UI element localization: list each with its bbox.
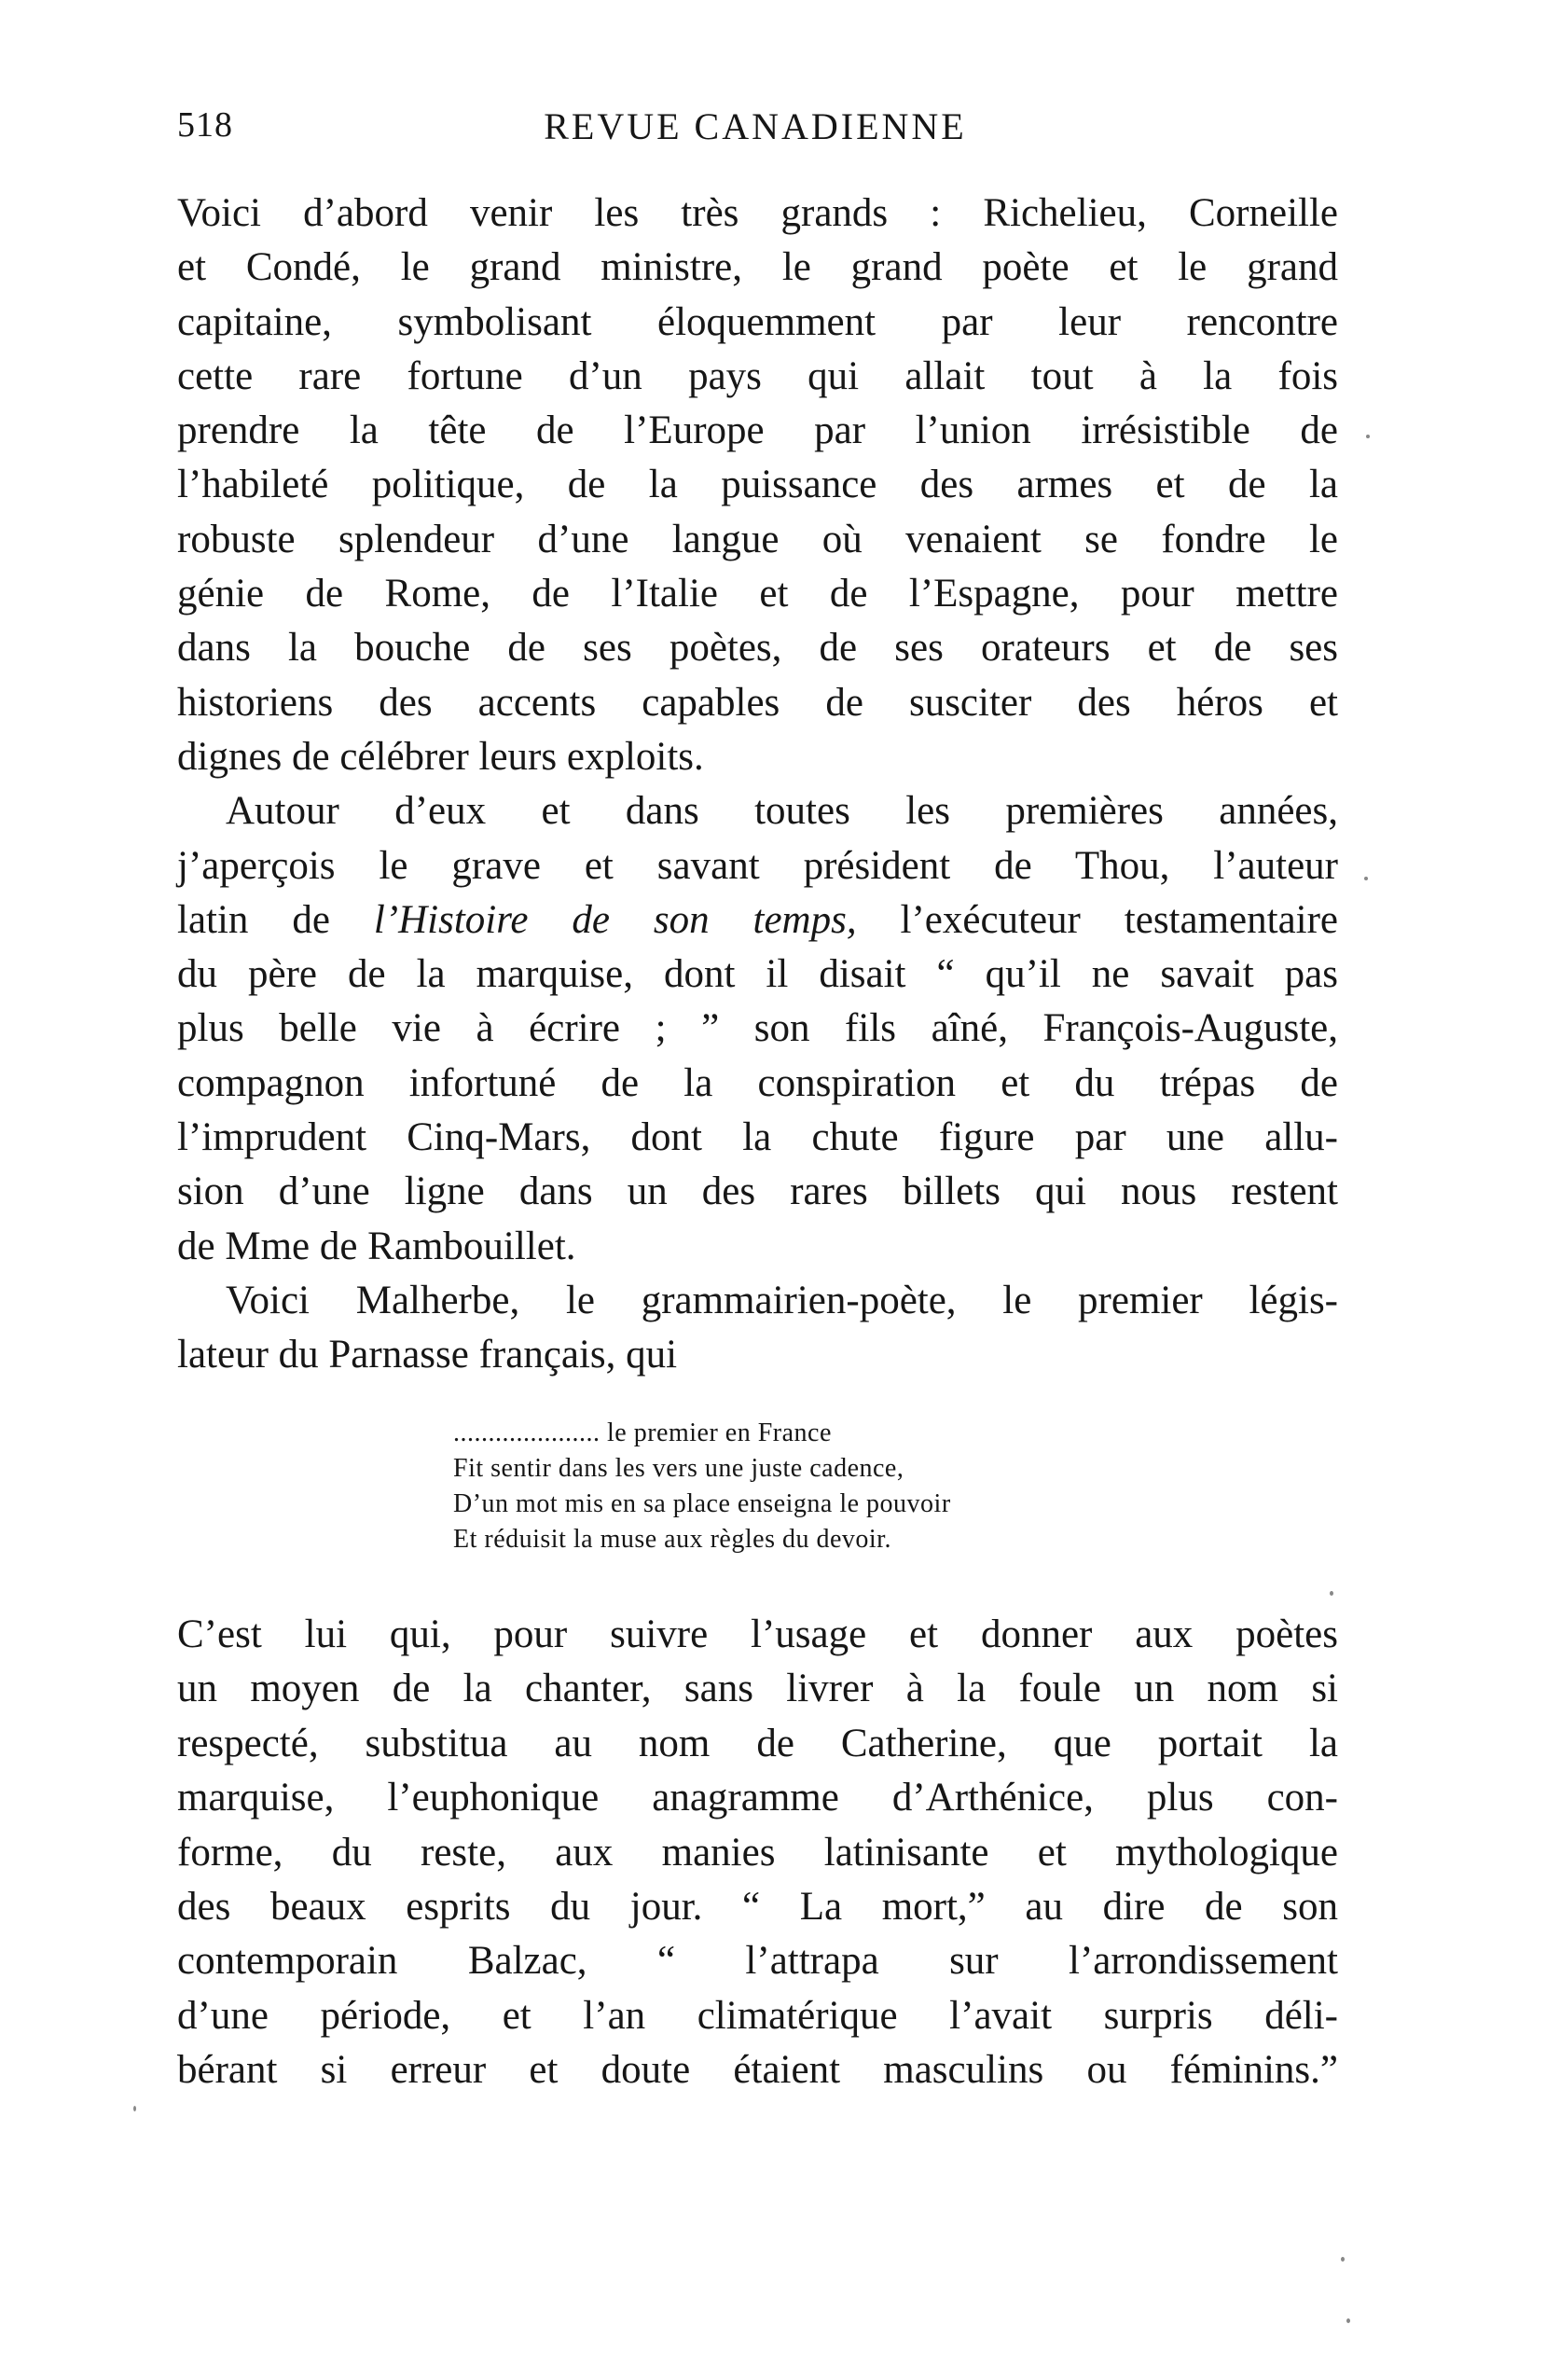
text-line: d’une période, et l’an climatérique l’avait surpris déli- <box>177 1993 1338 2038</box>
scan-speck <box>133 2106 136 2111</box>
verse-line: D’un mot mis en sa place enseigna le pouvoir <box>453 1489 951 1518</box>
text-fragment: latin de <box>177 897 374 942</box>
page-number: 518 <box>177 105 233 145</box>
text-line: C’est lui qui, pour suivre l’usage et donner aux poètes <box>177 1612 1338 1656</box>
text-line: du père de la marquise, dont il disait “ qu’il ne savait pas <box>177 952 1338 997</box>
text-line: j’aperçois le grave et savant président de Thou, l’auteur <box>177 843 1338 888</box>
text-line: l’habileté politique, de la puissance des armes et de la <box>177 463 1338 507</box>
text-line: historiens des accents capables de susciter des héros et <box>177 680 1338 725</box>
verse-quotation <box>453 1416 1162 1557</box>
text-line: plus belle vie à écrire ; ” son fils aîné, François-Auguste, <box>177 1006 1338 1051</box>
scan-speck <box>1346 2318 1350 2323</box>
main-text <box>177 187 1338 1383</box>
text-line: cette rare fortune d’un pays qui allait tout à la fois <box>177 353 1338 398</box>
text-line: compagnon infortuné de la conspiration et du trépas de <box>177 1060 1338 1105</box>
text-line: lateur du Parnasse français, qui <box>177 1333 678 1377</box>
scan-speck <box>1341 2257 1345 2262</box>
text-line: Autour d’eux et dans toutes les premières années, <box>226 789 1338 834</box>
page-header <box>177 104 1333 160</box>
text-line: marquise, l’euphonique anagramme d’Arthénice, plus con- <box>177 1776 1338 1820</box>
text-line <box>177 893 1338 948</box>
running-title: REVUE CANADIENNE <box>544 105 967 147</box>
text-line: prendre la tête de l’Europe par l’union irrésistible de <box>177 408 1338 453</box>
text-line: et Condé, le grand ministre, le grand poète et le grand <box>177 245 1338 290</box>
text-line: bérant si erreur et doute étaient masculins ou féminins.” <box>177 2048 1338 2093</box>
verse-line: ..................... le premier en France <box>453 1418 832 1447</box>
text-line: des beaux esprits du jour. “ La mort,” au dire de son <box>177 1884 1338 1929</box>
text-line: sion d’une ligne dans un des rares billets qui nous restent <box>177 1169 1338 1214</box>
text-line: de Mme de Rambouillet. <box>177 1224 576 1268</box>
text-line: l’imprudent Cinq-Mars, dont la chute figure par une allu- <box>177 1115 1338 1160</box>
text-line: contemporain Balzac, “ l’attrapa sur l’arrondissement <box>177 1939 1338 1984</box>
scan-speck <box>1366 435 1370 438</box>
verse-line: Et réduisit la muse aux règles du devoir. <box>453 1525 891 1554</box>
text-line: forme, du reste, aux manies latinisante et mythologique <box>177 1830 1338 1875</box>
book-title: l’Histoire de son temps, <box>373 897 857 942</box>
verse-line: Fit sentir dans les vers une juste cadence, <box>453 1454 904 1483</box>
text-fragment: l’exécuteur testamentaire <box>856 897 1339 942</box>
text-line: dans la bouche de ses poètes, de ses orateurs et de ses <box>177 626 1338 671</box>
scan-speck <box>1364 877 1368 880</box>
text-line: génie de Rome, de l’Italie et de l’Espagne, pour mettre <box>177 572 1338 616</box>
text-line: Voici Malherbe, le grammairien-poète, le premier légis- <box>226 1278 1338 1322</box>
text-line: Voici d’abord venir les très grands : Richelieu, Corneille <box>177 191 1338 235</box>
text-line: robuste splendeur d’une langue où venaient se fondre le <box>177 517 1338 561</box>
text-line: dignes de célébrer leurs exploits. <box>177 734 704 779</box>
scan-speck <box>1330 1591 1333 1596</box>
text-line: capitaine, symbolisant éloquemment par leur rencontre <box>177 299 1338 344</box>
text-line: respecté, substitua au nom de Catherine, que portait la <box>177 1721 1338 1765</box>
closing-paragraph <box>177 1608 1338 2098</box>
text-line: un moyen de la chanter, sans livrer à la foule un nom si <box>177 1667 1338 1711</box>
